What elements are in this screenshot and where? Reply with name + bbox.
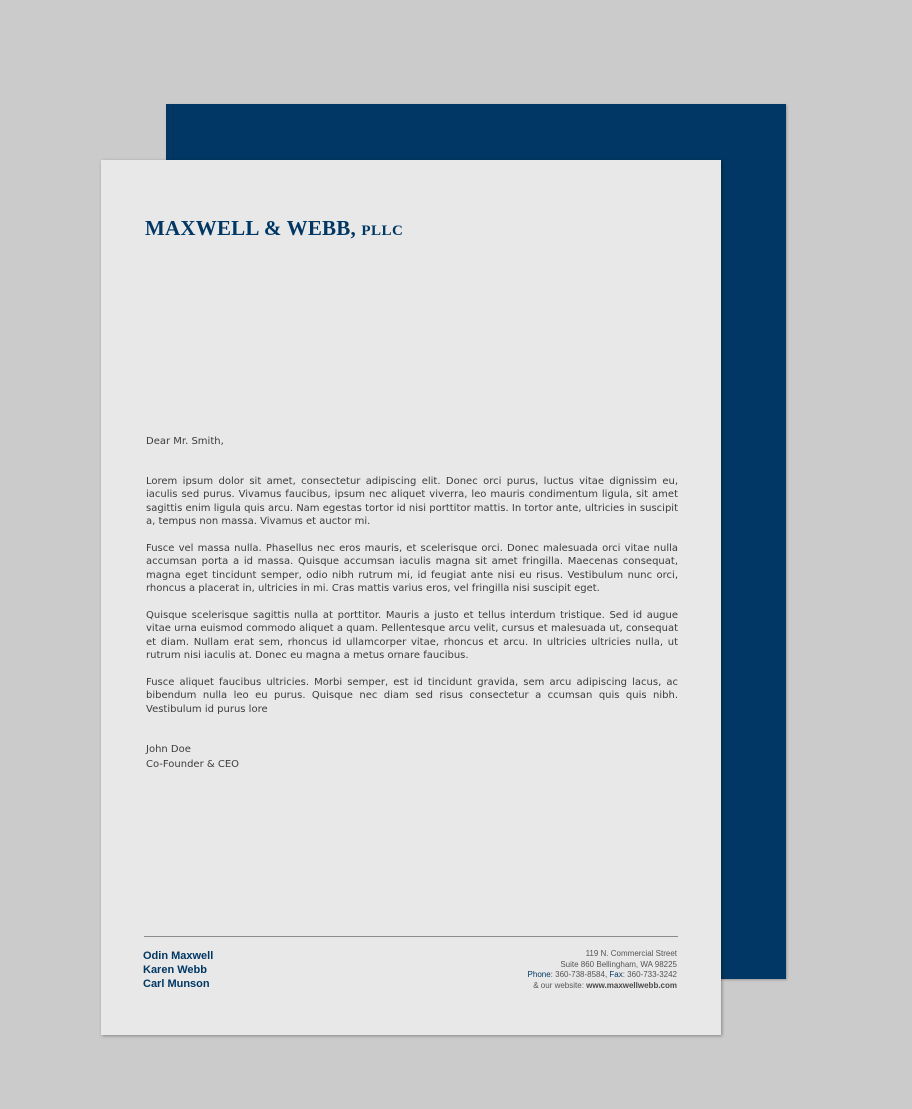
address-line-1: 119 N. Commercial Street [585,949,677,958]
paragraph-1: Lorem ipsum dolor sit amet, consectetur adipiscing elit. Donec orci purus, luctus vitae dignissim eu, iaculis sed purus. Vivamus faucibus, ipsum nec aliquet viverra, leo mauris condimentum ligula, sit amet sagittis enim ligula quis arcu. Nam egestas tortor id nisi porttitor mattis. In tortor ante, ultricies in suscipit a, tempus non massa. Vivamus et auctor mi. [146,475,678,527]
partner-name: Karen Webb [143,964,207,976]
partners-list [143,949,213,991]
fax-number: : 360-733-3242 [622,970,677,979]
website-line [528,981,677,992]
paragraph-4: Fusce aliquet faucibus ultricies. Morbi semper, est id tincidunt gravida, sem arcu adipiscing lacus, ac bibendum nulla leo eu purus. Quisque nec diam sed risus consectetur a ccumsan quis quis nibh. Vestibulum id purus lore [146,676,678,715]
fax-label: Fax [609,970,623,979]
company-logo [145,216,403,241]
letter-body [146,435,678,772]
signature-title: Co-Founder & CEO [146,759,240,770]
signature-name: John Doe [146,744,191,755]
partner-name: Odin Maxwell [143,950,214,962]
footer-divider [144,936,678,937]
phone-number: : 360-738-8584, [550,970,610,979]
contact-block [528,949,677,991]
partner-name: Carl Munson [143,978,210,990]
paragraph-2: Fusce vel massa nulla. Phasellus nec eros mauris, et scelerisque orci. Donec malesuada orci vitae nulla accumsan porta a id massa. Quisque accumsan iaculis magna sit amet fringilla. Maecenas consequat, magna eget tincidunt semper, odio nibh rutrum mi, id feugiat ante nisi eu risus. Vestibulum nunc orci, rhoncus a placerat in, ultricies in mi. Cras mattis varius eros, vel fringilla nisi suscipit eget. [146,542,678,594]
phone-fax-line [528,970,677,981]
salutation: Dear Mr. Smith, [146,436,224,447]
phone-label: Phone [527,970,551,979]
paragraph-3: Quisque scelerisque sagittis nulla at porttitor. Mauris a justo et tellus interdum tristique. Sed id augue vitae urna euismod commodo aliquet a quam. Pellentesque arcu velit, cursus et malesuada ut, consequat et diam. Nullam erat sem, rhoncus id ullamcorper vitae, rhoncus et arcu. In ultricies ultricies nulla, ut rutrum nisi iaculis at. Donec eu magna a metus ornare faucibus. [146,609,678,661]
company-name: MAXWELL & WEBB, [145,216,356,240]
address-line-2: Suite 860 Bellingham, WA 98225 [560,959,677,969]
company-suffix: PLLC [361,223,404,239]
signature-block [146,742,678,772]
letterhead-front-sheet [101,160,721,1035]
website-prefix: & our website: [533,980,587,990]
website-link[interactable]: www.maxwellwebb.com [586,980,677,990]
